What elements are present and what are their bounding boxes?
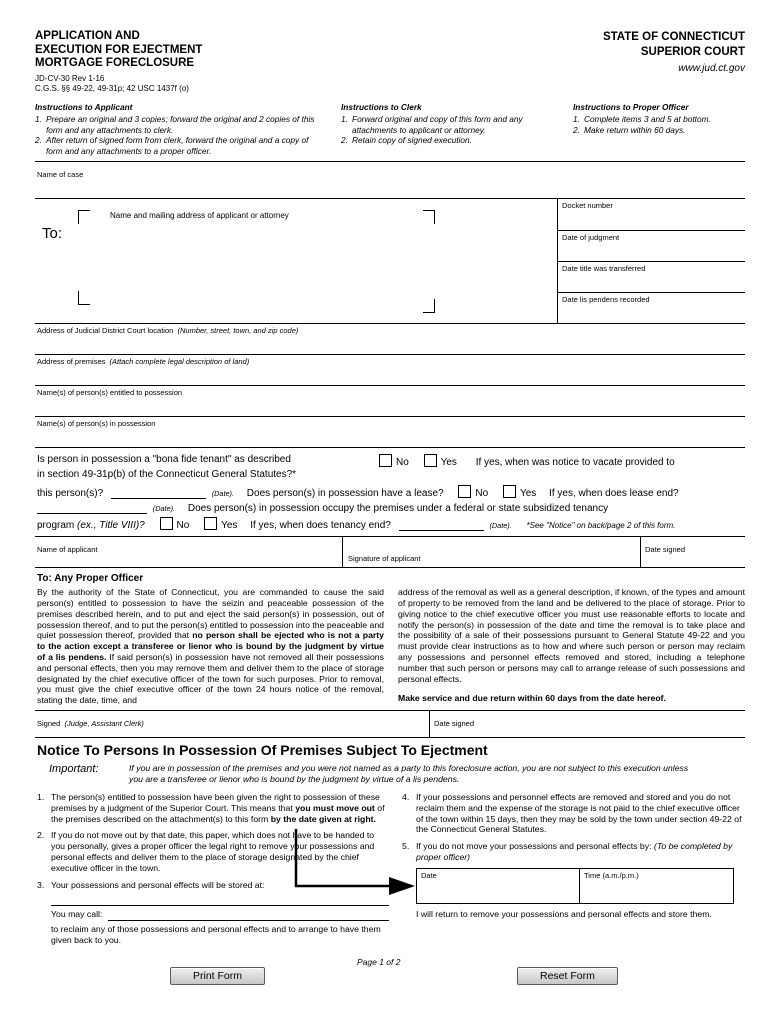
court-address-label (37, 326, 745, 335)
vacate-date-input[interactable] (111, 487, 206, 499)
instruction-text: After return of signed form from clerk, forward the original and a copy of form and any attachments to a proper officer. (46, 135, 309, 156)
form-footer (35, 955, 745, 999)
premises-address-hint: (Attach complete legal description of land) (109, 357, 250, 367)
subsidized-question-example: (ex., Title VIII)? (77, 520, 145, 532)
reset-form-button[interactable]: Reset Form (517, 967, 618, 985)
premises-address-field (35, 354, 745, 385)
applicant-name-label: Name of applicant (37, 545, 98, 555)
judge-date-signed-field (429, 711, 745, 737)
instruction-text: Retain copy of signed execution. (352, 135, 472, 146)
instruction-number: 2. (573, 124, 580, 135)
important-block (49, 763, 745, 785)
premises-address-label-text: Address of premises (37, 357, 106, 367)
signed-label: Signed (37, 718, 61, 728)
bona-fide-question (37, 452, 343, 482)
lease-question: Does person(s) in possession have a lease? (246, 488, 444, 500)
instruction-number: 1. (35, 113, 42, 124)
item5-end: I will return to remove your possessions and personal effects and store them. (416, 909, 712, 920)
docket-number-label: Docket number (562, 201, 613, 211)
lease-end-followup: If yes, when does lease end? (549, 488, 679, 500)
item5-part1: If you do not move your possessions and personal effects by: (416, 841, 654, 852)
bona-fide-question-line2: in section 49-31p(b) of the Connecticut General Statutes?* (37, 469, 297, 481)
instruction-text: Prepare an original and 3 copies; forward the original and 2 copies of this form and any attachments to clerk. (46, 113, 315, 135)
form-meta (35, 74, 202, 96)
lease-no-checkbox[interactable] (458, 485, 471, 498)
bona-fide-question-line1: Is person in possession a "bona fide tenant" as described (37, 454, 291, 466)
phone-number-input[interactable] (108, 909, 389, 921)
form-title-line1: APPLICATION AND (35, 30, 140, 42)
form-title-line2: EXECUTION FOR EJECTMENT (35, 43, 203, 56)
subsidized-question-row2 (37, 517, 743, 531)
date-lis-pendens-field (557, 293, 745, 323)
instructions-to-proper-officer (573, 102, 745, 156)
date-lis-pendens-label: Date lis pendens recorded (562, 295, 650, 305)
subsidized-question-line2: program (37, 520, 75, 532)
title-block (35, 30, 202, 95)
name-of-case-label: Name of case (37, 170, 84, 180)
date-hint: (Date). (489, 521, 512, 531)
date-of-judgment-label: Date of judgment (562, 232, 620, 242)
instruction-item (35, 114, 327, 135)
entitled-persons-input[interactable] (37, 397, 745, 416)
docket-number-field (557, 199, 745, 230)
you-may-call-row (51, 909, 389, 921)
persons-in-possession-field (35, 416, 745, 447)
instructions-row (35, 102, 745, 161)
court-block (603, 30, 745, 95)
item-number: 5. (402, 841, 410, 852)
applicant-signature-row (35, 536, 745, 567)
item1-part2: of the premises described on the attachment(s) to this form (51, 802, 385, 824)
bracket-top-left-icon (78, 210, 90, 224)
removal-time-field (579, 869, 733, 903)
item-number: 3. (37, 879, 45, 890)
court-address-input[interactable] (37, 335, 745, 354)
removal-date-input[interactable] (421, 880, 579, 903)
lease-question-row (37, 485, 743, 499)
premises-address-label (37, 357, 745, 366)
removal-time-input[interactable] (584, 880, 733, 903)
notice-section (35, 737, 745, 952)
instruction-number: 2. (35, 135, 42, 146)
removal-date-time-box (416, 868, 734, 904)
instruction-number: 1. (573, 113, 580, 124)
item1-part1: The person(s) entitled to possession have been given the right to possession of these premises by a judgment of the Superior Court. This means that (51, 791, 380, 813)
instructions-clerk-title: Instructions to Clerk (341, 102, 422, 113)
important-text: If you are in possession of the premises and you were not named as a party to this foreclosure action, you are not subject to this execution unless you are a transferee or lienor who is bound by the judgment by virtue of a lis pendens. (129, 762, 689, 784)
applicant-name-field (35, 537, 342, 567)
subsidized-no-checkbox[interactable] (160, 517, 173, 530)
instruction-item (341, 135, 559, 146)
subsidized-question-line1: Does person(s) in possession occupy the premises under a federal or state subsidized tenancy (187, 503, 609, 515)
item5-italic: (To be completed by proper officer) (416, 841, 733, 863)
applicant-address-label: Name and mailing address of applicant or attorney (110, 211, 289, 221)
instruction-text: Make return within 60 days. (584, 124, 686, 135)
subsidized-question-row1 (37, 502, 743, 514)
instructions-applicant-title: Instructions to Applicant (35, 102, 133, 113)
vacate-notice-followup-cont: this person(s)? (37, 488, 104, 500)
date-of-judgment-input[interactable] (562, 242, 745, 261)
date-title-transferred-field (557, 262, 745, 293)
proper-officer-section (35, 567, 745, 710)
addressee-area (35, 199, 557, 323)
page-number: Page 1 of 2 (357, 956, 401, 967)
tenancy-end-followup: If yes, when does tenancy end? (250, 520, 391, 532)
item-number: 2. (37, 830, 45, 841)
print-form-button[interactable]: Print Form (170, 967, 265, 985)
form-title-line3: MORTGAGE FORECLOSURE (35, 57, 195, 70)
notice-item-4-text: If your possessions and personnel effects are removed and stored and you do not reclaim them and the expense of the storage is not paid to the chief executive officer of the town within 15 days, then they may be sold by the town under section 49-22 of the Connecticut General Statutes. (416, 791, 742, 835)
bracket-top-right-icon (423, 210, 435, 224)
notice-item-1 (37, 792, 389, 825)
see-notice-footnote: *See "Notice" on back/page 2 of this form. (526, 521, 676, 531)
notice-item-2-text: If you do not move out by that date, this paper, which does not have to be handed to you personally, gives a proper officer the legal right to remove your possessions and personal effects and deliver them to the place of storage designated by the chief executive officer in the town. (51, 830, 375, 874)
lease-end-date-input[interactable] (37, 502, 147, 514)
tenant-questions-section (35, 447, 745, 536)
notice-item-4 (402, 792, 745, 836)
item-number: 1. (37, 791, 45, 802)
removal-date-label: Date (421, 871, 437, 881)
date-hint: (Date). (211, 489, 235, 499)
bona-fide-answer-area (343, 452, 675, 482)
proper-officer-columns (37, 587, 745, 706)
applicant-signature-label: Signature of applicant (348, 554, 421, 564)
notice-right-column (402, 792, 745, 952)
applicant-address-input[interactable] (90, 227, 420, 297)
judge-signature-row (35, 710, 745, 737)
date-title-transferred-input[interactable] (562, 273, 745, 292)
due-return-notice: Make service and due return within 60 days from the date hereof. (398, 693, 666, 704)
item3-end: to reclaim any of those possessions and personal effects and to arrange to have them given back to you. (51, 923, 381, 945)
premises-address-input[interactable] (37, 366, 745, 385)
notice-item-5 (402, 841, 745, 920)
instruction-item (341, 114, 559, 135)
docket-column (557, 199, 745, 323)
notice-title: Notice To Persons In Possession Of Premises Subject To Ejectment (37, 741, 488, 758)
instruction-item (35, 135, 327, 156)
judge-signature-label (37, 719, 144, 728)
instruction-number: 1. (341, 113, 348, 124)
court-name-line1: STATE OF CONNECTICUT (602, 31, 745, 43)
to-label: To: (42, 225, 63, 243)
form-header (35, 30, 745, 95)
date-title-transferred-label: Date title was transferred (562, 263, 646, 273)
applicant-date-signed-field (640, 537, 745, 567)
court-website: www.jud.ct.gov (678, 62, 745, 74)
name-of-case-field (35, 161, 745, 198)
instruction-text: Complete items 3 and 5 at bottom. (584, 113, 711, 124)
date-of-judgment-field (557, 231, 745, 262)
no-label: No (396, 457, 409, 469)
item1-bold1: you must move out (295, 802, 375, 813)
item1-bold2: by the date given at right. (270, 813, 376, 824)
notice-item-1-text (51, 792, 389, 825)
instructions-to-clerk (341, 102, 559, 156)
entitled-persons-field (35, 385, 745, 416)
instruction-item (573, 125, 745, 136)
officer-text-left-normal2: If said person(s) in possession have not removed all their possessions and personal effects, then you may remove them and deliver them to the place of storage designated by the chief executive officer of the town for such purposes. Prior to removal, you must give the chief executive officer of the town 24 hours notice of the removal, stating the date, time, and (37, 652, 384, 706)
instructions-to-applicant (35, 102, 327, 156)
item3-intro: Your possessions and personal effects will be stored at: (51, 879, 265, 890)
statute-reference: C.G.S. §§ 49-22, 49-31p; 42 USC 1437f (o) (35, 84, 189, 94)
subsidized-yes-checkbox[interactable] (204, 517, 217, 530)
removal-date-field (417, 869, 579, 903)
persons-in-possession-input[interactable] (37, 428, 745, 447)
bona-fide-no-checkbox[interactable] (379, 454, 392, 467)
tenancy-end-date-input[interactable] (399, 519, 484, 531)
you-may-call-label: You may call: (51, 908, 103, 919)
arrow-right-icon (293, 826, 419, 904)
addressee-section (35, 198, 745, 323)
applicant-date-signed-label: Date signed (645, 545, 686, 555)
no-label: No (176, 520, 190, 532)
date-hint: (Date). (152, 504, 176, 514)
officer-text-right (398, 587, 745, 706)
important-label: Important: (49, 762, 99, 775)
officer-text-left-normal1: By the authority of the State of Connecticut, you are commanded to cause the said person(s) entitled to possession to have the seizin and peaceable possession of the premises described herein, and to put and eject the said person(s) in possession, out of possession thereof, and to put the person(s) entitled to possession into the peaceable and quiet possession thereof, provided that (37, 587, 384, 641)
persons-in-possession-label: Name(s) of person(s) in possession (37, 419, 156, 429)
no-label: No (475, 488, 489, 500)
bracket-bottom-right-icon (423, 299, 435, 313)
yes-label: Yes (440, 457, 457, 469)
applicant-signature-field (342, 537, 640, 567)
instructions-officer-title: Instructions to Proper Officer (573, 102, 689, 113)
removal-time-label: Time (a.m./p.m.) (584, 871, 639, 881)
bracket-bottom-left-icon (78, 291, 90, 305)
form-title (35, 30, 202, 71)
bona-fide-question-row (37, 452, 743, 482)
notice-item-5-text (416, 841, 745, 920)
officer-text-right-normal: address of the removal as well as a general description, if known, of the types and amount of property to be removed from the land and be delivered to the place of storage. Prior to giving notice to the chief executive officer you must use reasonable efforts to locate and notify the person(s) in possession of the date and time the removal is to take place and the possibility of a sale of their possessions pursuant to General Statute 49-22 and you must provide clear instructions as to how and where such person or person may reclaim any possessions and personnel effects removed and stored, including a telephone number that such person or persons may call to arrange release of such possessions and personal effects. (398, 587, 745, 684)
instruction-number: 2. (341, 135, 348, 146)
judge-date-signed-label: Date signed (434, 718, 475, 728)
form-code: JD-CV-30 Rev 1-16 (35, 73, 105, 83)
court-name (603, 30, 745, 60)
entitled-persons-label: Name(s) of person(s) entitled to possession (37, 388, 183, 398)
signed-hint: (Judge, Assistant Clerk) (64, 718, 144, 728)
vacate-notice-followup: If yes, when was notice to vacate provided to (475, 457, 675, 469)
judge-signature-field (35, 711, 429, 737)
court-address-field (35, 323, 745, 354)
lease-yes-checkbox[interactable] (503, 485, 516, 498)
court-address-hint: (Number, street, town, and zip code) (177, 326, 299, 336)
instruction-item (573, 114, 745, 125)
court-name-line2: SUPERIOR COURT (640, 45, 745, 58)
court-address-label-text: Address of Judicial District Court location (37, 326, 174, 336)
yes-label: Yes (519, 488, 537, 500)
yes-label: Yes (221, 520, 238, 532)
bona-fide-yes-checkbox[interactable] (424, 454, 437, 467)
docket-number-input[interactable] (562, 210, 745, 229)
date-lis-pendens-input[interactable] (562, 304, 745, 323)
officer-text-left (37, 587, 384, 706)
proper-officer-heading: To: Any Proper Officer (37, 573, 144, 585)
instruction-text: Forward original and copy of this form and any attachments to applicant or attorney. (352, 113, 523, 135)
item-number: 4. (402, 791, 410, 802)
officer-text-left-bold: no person shall be ejected who is not a party to the action except a transferee or lienor who is bound by the judgment by virtue of a lis pendens. (37, 630, 385, 663)
